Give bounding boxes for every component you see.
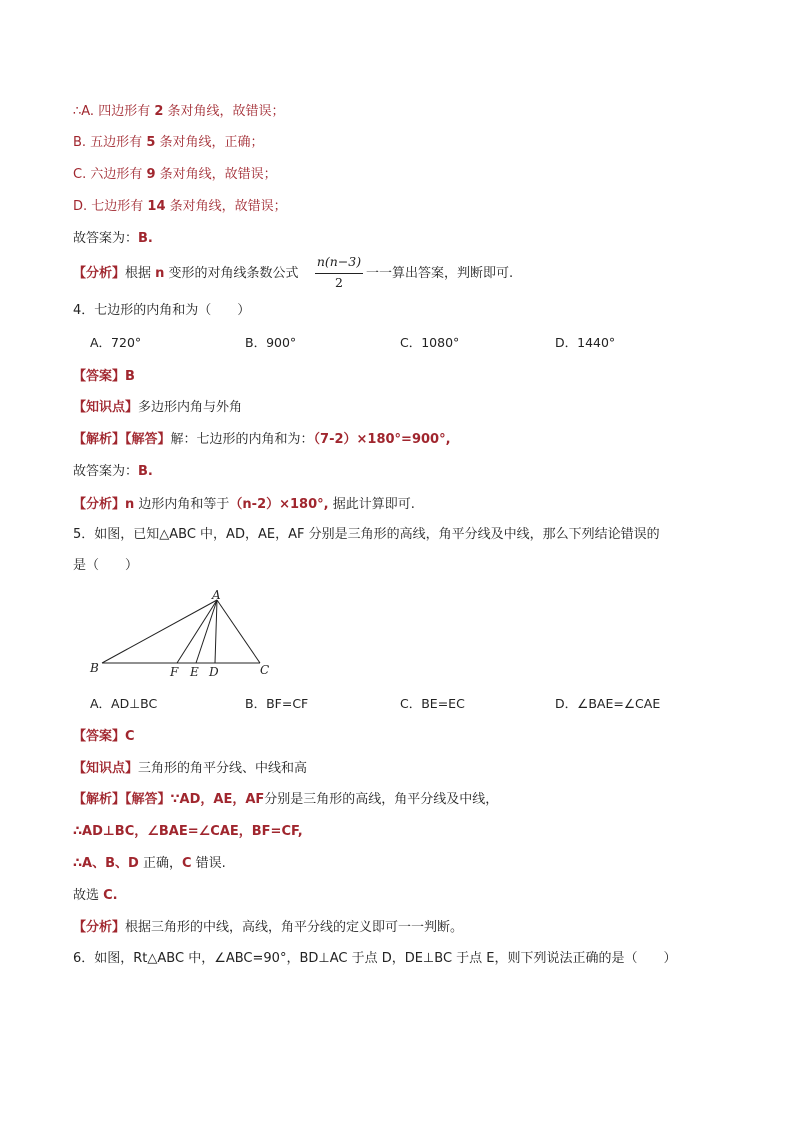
q4-option-d: D．1440° [555,335,616,350]
text: 分别是三角形的高线，角平分线及中线， [264,792,499,807]
q4-option-c: C．1080° [400,335,460,350]
q4-option-a: A．720° [90,335,142,350]
text: 9 [146,167,156,182]
text: 正确， [138,856,182,871]
q4-knowledge-point [73,399,242,417]
text: 根据 [125,266,156,281]
text: （7-2）×180°=900°, [313,432,451,447]
line-hexagon [73,166,277,184]
analysis-q3-tail: 一一算出答案，判断即可. [366,266,514,281]
fraction-bar [315,273,363,274]
text: 条对角线，故错误； [163,104,285,119]
text: n [125,497,135,512]
formula-numerator: n(n−3) [316,254,362,269]
line-heptagon [73,198,287,216]
tag: 【答案】 [73,369,126,384]
line-answer-q3 [73,230,153,248]
tag: 【知识点】 [73,400,139,415]
q5-solution [73,791,498,809]
text: （n-2）×180°, [229,497,329,512]
text: n [155,266,165,281]
text: 条对角线，故错误； [165,199,287,214]
text: 故答案为： [73,464,139,479]
line-pentagon [73,134,264,152]
tag: 【分析】 [73,266,126,281]
segment-ab [102,600,217,663]
tag: 【分析】 [73,920,126,935]
answer-value: C [125,729,135,744]
text: ∴A、B、D [73,856,139,871]
text: 边形内角和等于 [134,497,230,512]
q4-option-b: B．900° [245,335,297,350]
segment-af [177,600,217,663]
analysis-q3 [73,265,299,283]
text: 故选 [73,888,104,903]
q5-final-answer [73,887,118,905]
q4-analysis [73,496,415,514]
text: 变形的对角线条数公式 [164,266,299,281]
q5-option-b: B．BF=CF [245,696,309,711]
q4-final-answer [73,463,153,481]
label-a: A [212,588,221,602]
text: 多边形内角与外角 [138,400,243,415]
text: C. 六边形有 [73,167,147,182]
text: B. [138,231,153,246]
question-5-stem-line1: 5．如图，已知△ABC 中，AD，AE，AF 分别是三角形的高线，角平分线及中线，那么下列结论错误的 [73,527,660,542]
formula-denominator: 2 [335,275,343,290]
text: B. [138,464,153,479]
text: 根据三角形的中线，高线，角平分线的定义即可一一判断。 [125,920,464,935]
triangle-figure [82,588,282,684]
text: 错误. [191,856,226,871]
question-4-stem: 4．七边形的内角和为（ ） [73,303,251,318]
q5-option-c: C．BE=EC [400,696,465,711]
text: 2 [154,104,164,119]
label-f: F [170,665,179,679]
q4-solution [73,431,451,449]
q5-solution-line3 [73,855,226,873]
text: C [181,856,192,871]
label-e: E [190,665,199,679]
text: 据此计算即可. [328,497,415,512]
text: 条对角线，故错误； [155,167,277,182]
label-d: D [209,665,219,679]
tag: 【解析】【解答】 [73,792,171,807]
tag: 【答案】 [73,729,126,744]
text: ∴A. 四边形有 [73,104,155,119]
label-b: B [90,661,99,675]
text: C. [103,888,118,903]
q5-analysis [73,919,463,937]
text: 故答案为： [73,231,139,246]
question-6-stem: 6．如图，Rt△ABC 中，∠ABC=90°，BD⊥AC 于点 D，DE⊥BC 于点 E，则下列说法正确的是（ ） [73,951,677,966]
q5-solution-line2: ∴AD⊥BC，∠BAE=∠CAE，BF=CF, [73,824,303,839]
text: D. 七边形有 [73,199,148,214]
q5-option-d: D．∠BAE=∠CAE [555,696,661,711]
q5-answer [73,728,135,746]
diagonal-formula [313,254,365,294]
q4-answer [73,368,135,386]
text: 三角形的角平分线、中线和高 [138,761,308,776]
line-quadrilateral [73,103,285,121]
text: ∵AD，AE，AF [170,792,265,807]
q5-option-a: A．AD⊥BC [90,696,158,711]
tag: 【解析】【解答】 [73,432,171,447]
text: B. 五边形有 [73,135,147,150]
answer-value: B [125,369,135,384]
tag: 【知识点】 [73,761,139,776]
text: 14 [147,199,166,214]
text: 条对角线，正确； [155,135,264,150]
text: 5 [146,135,156,150]
segment-ac [217,600,260,663]
segment-ad [215,600,217,663]
question-5-stem-line2: 是（ ） [73,558,139,573]
label-c: C [260,663,270,677]
text: 解：七边形的内角和为： [170,432,314,447]
tag: 【分析】 [73,497,126,512]
q5-knowledge-point [73,760,307,778]
